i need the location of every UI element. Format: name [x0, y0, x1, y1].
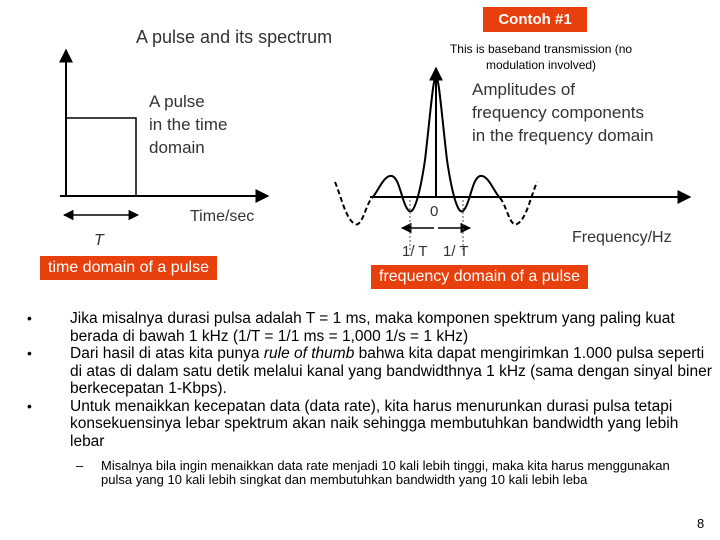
time-domain-caption: time domain of a pulse: [40, 256, 217, 280]
figure-title: A pulse and its spectrum: [136, 27, 333, 47]
sub-bullet-dash: –: [76, 458, 84, 473]
rule-of-thumb-emphasis: rule of thumb: [263, 345, 355, 362]
sub-bullet: [76, 459, 696, 487]
page-number: 8: [697, 516, 705, 531]
time-axis-label: Time/sec: [190, 208, 255, 225]
amplitude-label-line-2: frequency components: [472, 103, 644, 122]
example-badge: Contoh #1: [483, 7, 587, 32]
bullet-text: Dari hasil di atas kita punya rule of thumb bahwa kita dapat mengirimkan 1.000 pulsa seperti di atas di dalam satu detik melalui kanal yang bandwidthnya 1 kHz (sama dengan sinyal biner berkecepatan 1-Kbps).: [70, 345, 712, 397]
amplitude-label-line-3: in the frequency domain: [472, 126, 654, 145]
bullet-list: [27, 310, 712, 450]
pulse-label-line-3: domain: [149, 138, 205, 157]
pulse-label-line-1: A pulse: [149, 92, 205, 111]
inv-t-label-left: 1/ T: [402, 243, 428, 260]
zero-label: 0: [430, 203, 439, 220]
bullet-item: • Jika misalnya durasi pulsa adalah T = 1 ms, maka komponen spektrum yang paling kuat berada di bawah 1 kHz (1/T = 1/1 ms = 1,000 1/s = 1 kHz): [27, 310, 712, 345]
baseband-note: This is baseband transmission (no modulation involved): [449, 42, 633, 72]
frequency-axis-label: Frequency/Hz: [572, 229, 672, 246]
pulse-label-line-2: in the time: [149, 115, 228, 134]
bullet-item: [27, 345, 712, 398]
spectrum-curve-dashed-left: [335, 182, 372, 224]
bullet-item: • Untuk menaikkan kecepatan data (data rate), kita harus menurunkan durasi pulsa tetapi konsekuensinya lebar spektrum akan naik sehingga membutuhkan bandwidth yang lebih lebar: [27, 398, 712, 451]
pulse-shape: [66, 118, 136, 196]
sub-bullet-text: Misalnya bila ingin menaikkan data rate menjadi 10 kali lebih tinggi, maka kita harus menggunakan pulsa yang 10 kali lebih singkat dan membutuhkan bandwidth yang 10 kali lebih leba: [101, 458, 670, 487]
period-label: T: [94, 232, 104, 249]
amplitude-label-line-1: Amplitudes of: [472, 80, 575, 99]
frequency-domain-caption: frequency domain of a pulse: [371, 265, 588, 289]
spectrum-curve-dashed-right: [500, 182, 537, 224]
inv-t-label-right: 1/ T: [443, 243, 469, 260]
